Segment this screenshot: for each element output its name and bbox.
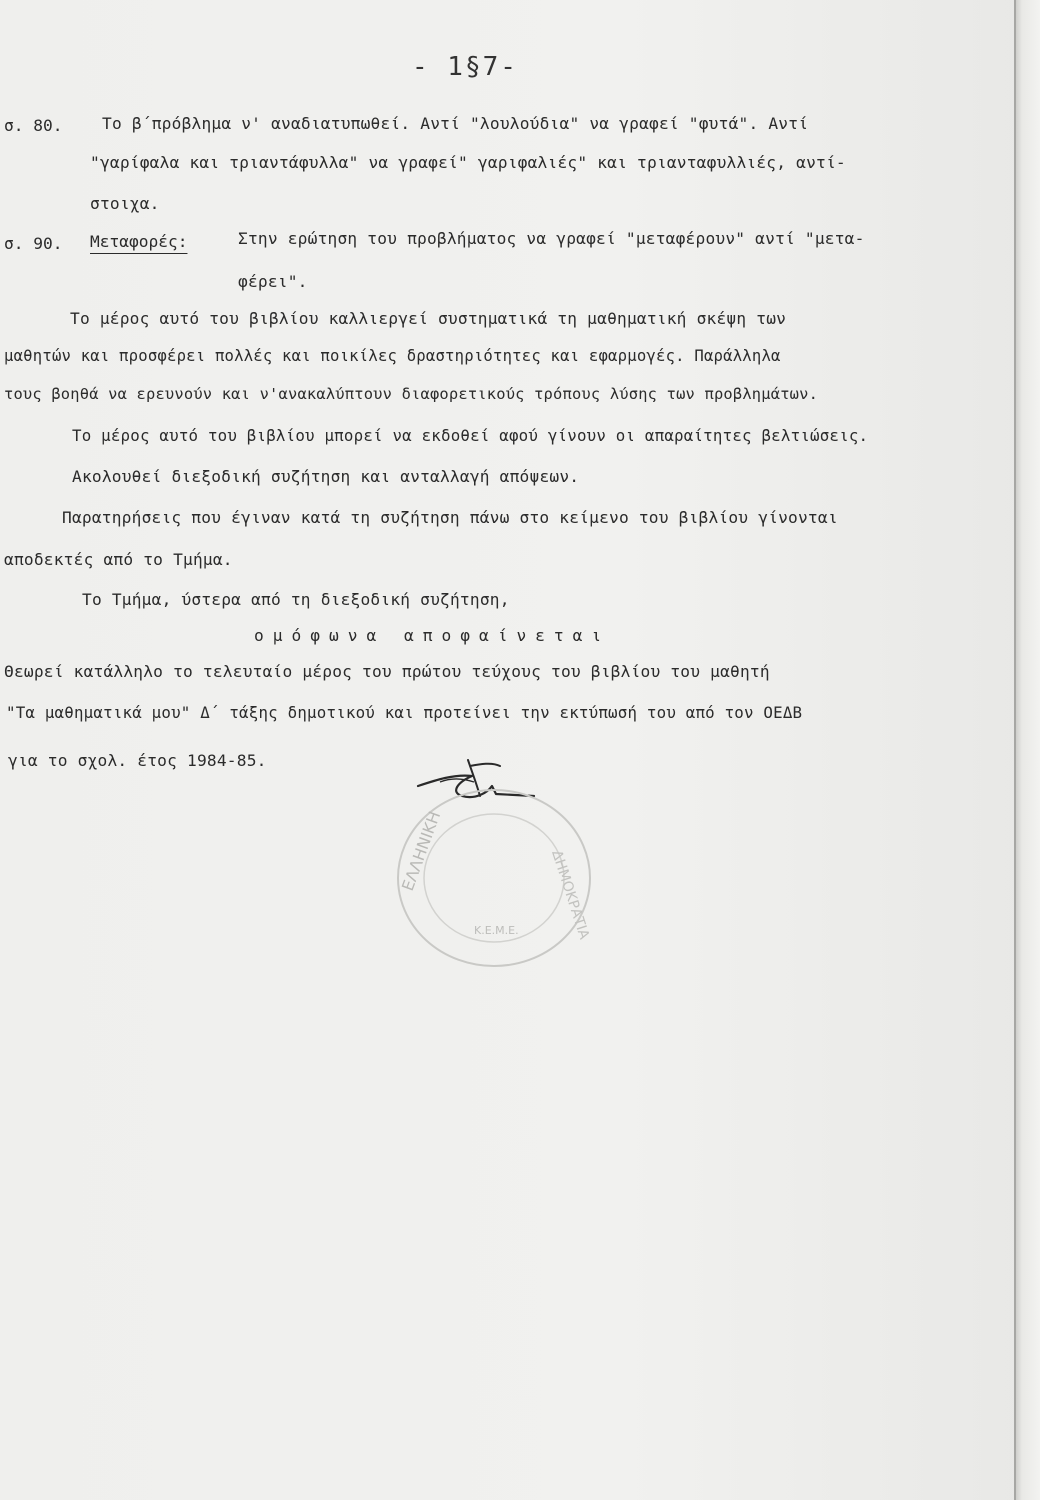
text-line: Το μέρος αυτό του βιβλίου καλλιεργεί συστηματικά τη μαθηματική σκέψη των xyxy=(70,309,787,328)
entry-heading: Μεταφορές: xyxy=(90,232,188,251)
decision-heading: ομόφωνα αποφαίνεται xyxy=(254,626,611,645)
text-line: Το β΄πρόβλημα ν' αναδιατυπωθεί. Αντί "λουλούδια" να γραφεί "φυτά". Αντί xyxy=(102,114,809,133)
svg-text:ΕΛΛΗΝΙΚΗ: ΕΛΛΗΝΙΚΗ xyxy=(397,808,445,894)
text-line: "Τα μαθηματικά μου" Δ΄ τάξης δημοτικού και προτείνει την εκτύπωσή του από τον ΟΕΔΒ xyxy=(6,703,803,722)
page-number: - 1§7- xyxy=(412,52,518,82)
text-line: τους βοηθά να ερευνούν και ν'ανακαλύπτουν διαφορετικούς τρόπους λύσης των προβλημάτων. xyxy=(4,385,819,403)
entry-ref: σ. 80. xyxy=(4,116,63,135)
text-line: στοιχα. xyxy=(90,194,160,213)
text-line: Στην ερώτηση του προβλήματος να γραφεί "μεταφέρουν" αντί "μετα- xyxy=(238,229,865,248)
text-line: φέρει". xyxy=(238,272,308,291)
page-edge xyxy=(1014,0,1040,1500)
official-stamp xyxy=(382,782,612,982)
text-line: Θεωρεί κατάλληλο το τελευταίο μέρος του πρώτου τεύχους του βιβλίου του μαθητή xyxy=(4,662,770,681)
text-line: Παρατηρήσεις που έγιναν κατά τη συζήτηση πάνω στο κείμενο του βιβλίου γίνονται xyxy=(62,508,838,527)
text-line: Το Τμήμα, ύστερα από τη διεξοδική συζήτηση, xyxy=(82,590,510,609)
text-line: Ακολουθεί διεξοδική συζήτηση και ανταλλαγή απόψεων. xyxy=(72,467,580,486)
text-line: αποδεκτές από το Τμήμα. xyxy=(4,550,233,569)
svg-text:Κ.Ε.Μ.Ε.: Κ.Ε.Μ.Ε. xyxy=(474,924,519,937)
text-line: Το μέρος αυτό του βιβλίου μπορεί να εκδοθεί αφού γίνουν οι απαραίτητες βελτιώσεις. xyxy=(72,426,869,445)
text-line: "γαρίφαλα και τριαντάφυλλα" να γραφεί" γαριφαλιές" και τριανταφυλλιές, αντί- xyxy=(90,153,846,172)
text-line: για το σχολ. έτος 1984-85. xyxy=(8,751,267,770)
svg-text:ΔΗΜΟΚΡΑΤΙΑ: ΔΗΜΟΚΡΑΤΙΑ xyxy=(548,848,593,942)
entry-ref: σ. 90. xyxy=(4,234,63,253)
text-line: μαθητών και προσφέρει πολλές και ποικίλες δραστηριότητες και εφαρμογές. Παράλληλα xyxy=(4,347,781,365)
